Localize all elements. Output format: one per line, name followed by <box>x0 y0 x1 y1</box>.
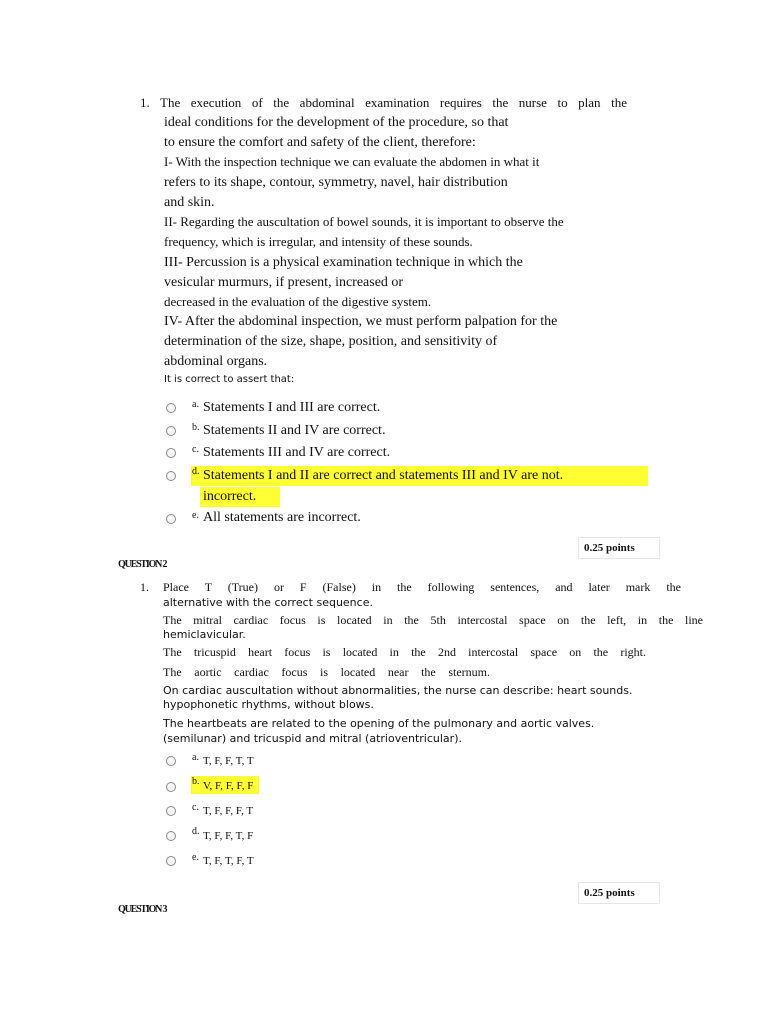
option-text: T, F, T, F, T <box>203 855 254 867</box>
option-text: T, F, F, F, T <box>203 805 254 817</box>
question-2-number: 1. <box>140 580 149 594</box>
question-1-prompt: It is correct to assert that: <box>164 374 295 385</box>
sentence-4: On cardiac auscultation without abnormalities, the nurse can describe: heart sounds. <box>163 684 633 697</box>
option-letter: c. <box>192 802 199 813</box>
question-3-heading: QUESTION 3 <box>118 904 167 915</box>
radio-button[interactable] <box>166 782 176 792</box>
question-2-line: hemiclavicular. <box>163 628 246 641</box>
option-letter: e. <box>192 510 199 521</box>
sentence-3: The aortic cardiac focus is located near the sternum. <box>163 665 490 679</box>
question-1-line: and skin. <box>164 195 215 210</box>
question-2-line: alternative with the correct sequence. <box>163 596 373 609</box>
sentence-2: The tricuspid heart focus is located in the 2nd intercostal space on the right. <box>163 645 646 659</box>
question-1-line: abdominal organs. <box>164 354 268 369</box>
sentence-5: The heartbeats are related to the opening of the pulmonary and aortic valves. <box>163 717 595 730</box>
radio-button[interactable] <box>166 403 176 413</box>
radio-button[interactable] <box>166 426 176 436</box>
option-text: Statements I and III are correct. <box>203 400 381 415</box>
question-1-line: vesicular murmurs, if present, increased or <box>164 275 404 290</box>
option-letter: a. <box>192 399 199 410</box>
option-letter: d. <box>192 826 200 837</box>
option-text: T, F, F, T, F <box>203 830 254 842</box>
radio-button[interactable] <box>166 756 176 766</box>
option-text: Statements II and IV are correct. <box>203 423 386 438</box>
option-letter: b. <box>192 776 200 787</box>
statement-iii: III- Percussion is a physical examination technique in which the <box>164 255 523 270</box>
question-1-number: 1. <box>140 95 150 110</box>
question-1-line: refers to its shape, contour, symmetry, navel, hair distribution <box>164 175 508 190</box>
radio-button[interactable] <box>166 514 176 524</box>
option-letter: d. <box>192 466 200 477</box>
question-2-line: hypophonetic rhythms, without blows. <box>163 698 374 711</box>
radio-button[interactable] <box>166 806 176 816</box>
option-letter: c. <box>192 444 199 455</box>
question-1-line: determination of the size, shape, position, and sensitivity of <box>164 334 498 349</box>
question-1-line: decreased in the evaluation of the digestive system. <box>164 294 432 309</box>
radio-button[interactable] <box>166 831 176 841</box>
question-2-line: (semilunar) and tricuspid and mitral (atrioventricular). <box>163 732 462 745</box>
radio-button[interactable] <box>166 471 176 481</box>
option-text: V, F, F, F, F <box>203 780 254 792</box>
option-letter: b. <box>192 422 200 433</box>
question-1-line: frequency, which is irregular, and intensity of these sounds. <box>164 234 473 249</box>
statement-iv: IV- After the abdominal inspection, we must perform palpation for the <box>164 314 558 329</box>
question-2-heading: QUESTION 2 <box>118 559 167 570</box>
question-1-line: to ensure the comfort and safety of the client, therefore: <box>164 135 476 150</box>
question-1-line: ideal conditions for the development of the procedure, so that <box>164 115 509 130</box>
option-text-continued: incorrect. <box>203 489 257 504</box>
option-letter: a. <box>192 752 199 763</box>
statement-ii: II- Regarding the auscultation of bowel sounds, it is important to observe the <box>164 214 564 229</box>
option-text: Statements I and II are correct and statements III and IV are not. <box>203 468 564 483</box>
option-text: T, F, F, T, T <box>203 755 254 767</box>
statement-i: I- With the inspection technique we can evaluate the abdomen in what it <box>164 154 540 169</box>
question-1-line: The execution of the abdominal examination requires the nurse to plan the <box>160 95 627 110</box>
points-badge: 0.25 points <box>578 882 660 904</box>
question-2-line: Place T (True) or F (False) in the following sentences, and later mark the <box>163 580 681 594</box>
radio-button[interactable] <box>166 856 176 866</box>
option-text: All statements are incorrect. <box>203 510 361 525</box>
points-badge: 0.25 points <box>578 537 660 559</box>
sentence-1: The mitral cardiac focus is located in the 5th intercostal space on the left, in the line <box>163 613 703 627</box>
radio-button[interactable] <box>166 448 176 458</box>
option-text: Statements III and IV are correct. <box>203 445 391 460</box>
option-letter: e. <box>192 852 199 863</box>
